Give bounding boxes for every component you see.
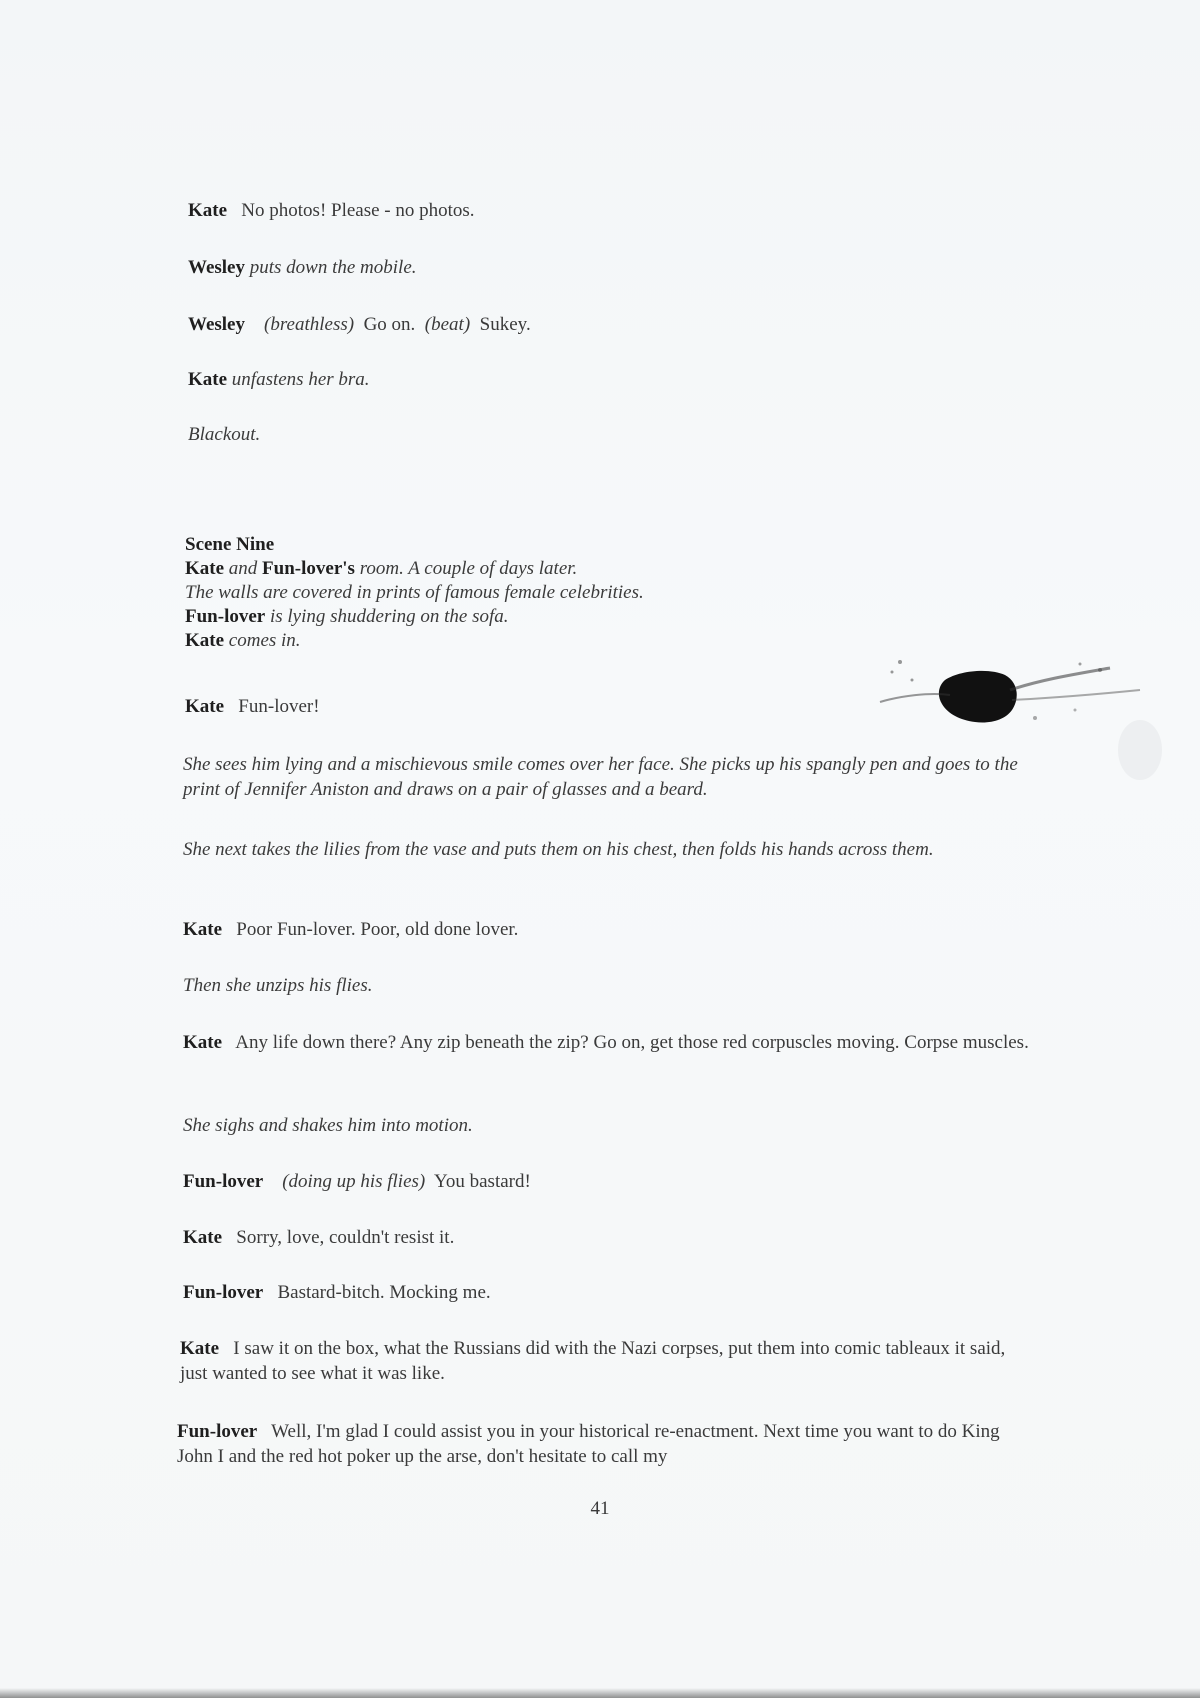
- scene-setting-line: [185, 629, 301, 653]
- character-name: Kate: [185, 558, 225, 579]
- stage-direction: and: [228, 558, 258, 579]
- parenthetical: (beat): [424, 314, 471, 335]
- dialogue-paragraph: [180, 1336, 1030, 1386]
- dialogue-text: I saw it on the box, what the Russians did with the Nazi corpses, put them into comic tableaux it said, just wanted to see what it was like.: [180, 1338, 1006, 1384]
- character-name: Wesley: [188, 257, 245, 278]
- dialogue-text: Sorry, love, couldn't resist it.: [236, 1227, 455, 1248]
- scene-setting-line: [185, 581, 644, 605]
- stage-direction: comes in.: [228, 630, 301, 651]
- dialogue-line: [185, 695, 320, 719]
- stage-direction: room. A couple of days later.: [359, 558, 578, 579]
- stage-direction: Then she unzips his flies.: [183, 975, 373, 996]
- stage-direction-line: [183, 974, 372, 998]
- stage-direction: is lying shuddering on the sofa.: [269, 606, 509, 627]
- speaker-name: Fun-lover: [183, 1282, 264, 1303]
- speaker-name: Kate: [185, 696, 225, 717]
- dialogue-text: No photos! Please - no photos.: [241, 200, 475, 221]
- stage-direction-line: [188, 423, 260, 447]
- speaker-name: Kate: [188, 200, 228, 221]
- dialogue-paragraph: [177, 1419, 1035, 1469]
- dialogue-line: [188, 199, 475, 223]
- character-name: Fun-lover's: [262, 558, 355, 579]
- speaker-name: Fun-lover: [177, 1421, 258, 1442]
- speaker-name: Kate: [180, 1338, 220, 1359]
- speaker-name: Wesley: [188, 314, 245, 335]
- stage-direction: She sees him lying and a mischievous smile comes over her face. She picks up his spangly pen and goes to the print of Jennifer Aniston and draws on a pair of glasses and a beard.: [183, 754, 1018, 800]
- parenthetical: (doing up his flies): [282, 1171, 426, 1192]
- dialogue-text: Fun-lover!: [238, 696, 320, 717]
- scene-setting-line: [185, 605, 509, 629]
- dialogue-line: [183, 1226, 454, 1250]
- speaker-name: Fun-lover: [183, 1171, 264, 1192]
- stage-direction: She next takes the lilies from the vase and puts them on his chest, then folds his hands across them.: [183, 839, 934, 860]
- character-name: Kate: [188, 369, 228, 390]
- speaker-name: Kate: [183, 1227, 223, 1248]
- stage-direction: unfastens her bra.: [231, 369, 370, 390]
- stage-direction: Blackout.: [188, 424, 261, 445]
- character-name: Fun-lover: [185, 606, 266, 627]
- speaker-name: Kate: [183, 1032, 223, 1053]
- dialogue-text: Go on.: [363, 314, 416, 335]
- stage-direction-line: [188, 256, 417, 280]
- stage-direction-line: [183, 1114, 473, 1138]
- dialogue-line: [183, 1281, 491, 1305]
- stage-direction: puts down the mobile.: [249, 257, 417, 278]
- ink-stain: [840, 640, 1200, 840]
- dialogue-line: [183, 918, 518, 942]
- dialogue-text: Bastard-bitch. Mocking me.: [277, 1282, 491, 1303]
- scan-bottom-edge: [0, 1688, 1200, 1698]
- dialogue-paragraph: [183, 1030, 1033, 1055]
- dialogue-text: Poor Fun-lover. Poor, old done lover.: [236, 919, 519, 940]
- stage-direction-line: [188, 368, 370, 392]
- stage-direction: She sighs and shakes him into motion.: [183, 1115, 473, 1136]
- scene-heading: [185, 533, 274, 557]
- character-name: Kate: [185, 630, 225, 651]
- dialogue-text: Any life down there? Any zip beneath the zip? Go on, get those red corpuscles moving. Corpse muscles.: [235, 1032, 1029, 1053]
- stage-direction-paragraph: [183, 837, 1033, 862]
- stage-direction: The walls are covered in prints of famous female celebrities.: [185, 582, 644, 603]
- scene-setting-line: [185, 557, 577, 581]
- speaker-name: Kate: [183, 919, 223, 940]
- page-number: 41: [590, 1498, 610, 1519]
- scene-title: Scene Nine: [185, 534, 275, 555]
- dialogue-text: Sukey.: [479, 314, 531, 335]
- dialogue-text: Well, I'm glad I could assist you in your historical re-enactment. Next time you want to do King John I and the red hot poker up the arse, don't hesitate to call my: [177, 1421, 1000, 1467]
- parenthetical: (breathless): [264, 314, 355, 335]
- dialogue-line: [188, 313, 531, 337]
- dialogue-line: [183, 1170, 531, 1194]
- dialogue-text: You bastard!: [434, 1171, 531, 1192]
